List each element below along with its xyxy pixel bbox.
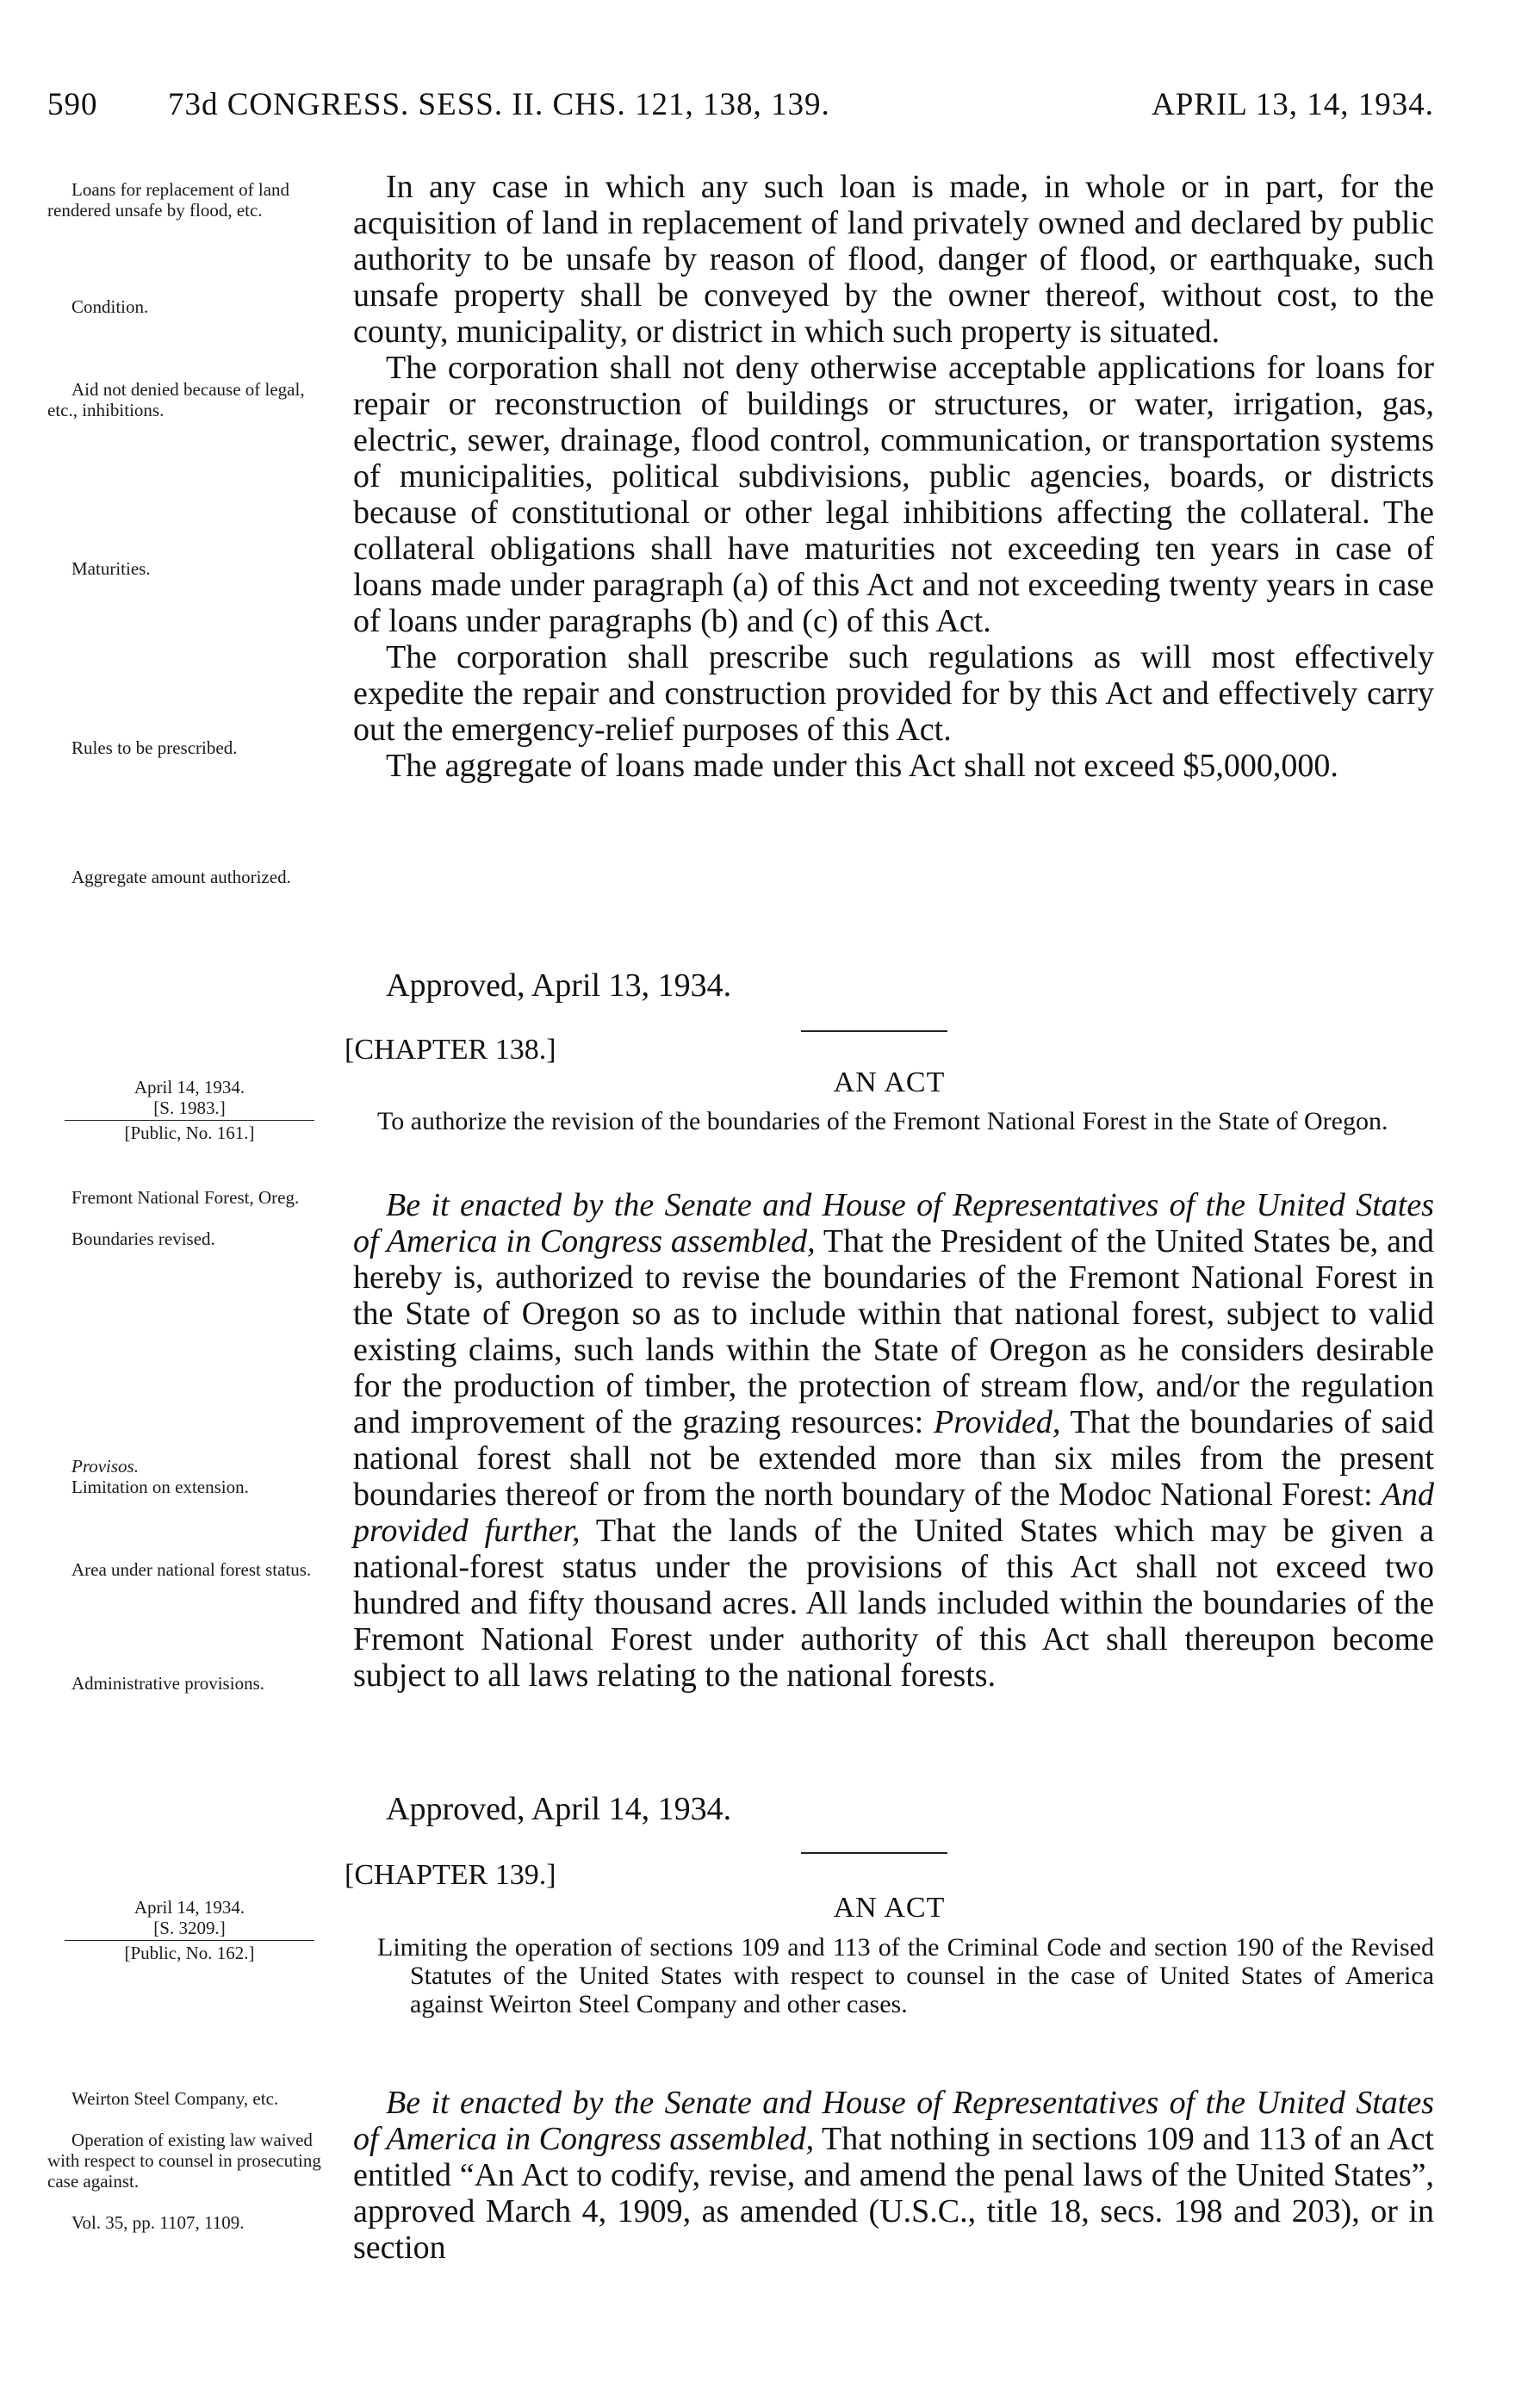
ch138-provided: Provided, <box>933 1404 1061 1440</box>
margin-note-aggregate: Aggregate amount authorized. <box>71 867 291 887</box>
ch138-title: To authorize the revision of the boundaries of the Fremont National Forest in the State of Oregon. <box>377 1107 1388 1135</box>
ch138-provided-further: And provided further, <box>353 1477 1434 1549</box>
margin-note-condition: Condition. <box>71 296 149 317</box>
ch139-bill: [S. 3209.] <box>153 1918 226 1938</box>
margin-note-area: Area under national forest status. <box>71 1559 312 1580</box>
ch138-text-2: That the boundaries of said national forest shall not be extended more than six miles from the present boundaries thereof or from the north boundary of the Modoc National Forest: <box>353 1404 1434 1513</box>
para-aggregate: The aggregate of loans made under this Act shall not exceed $5,000,000. <box>386 748 1338 784</box>
section-divider <box>801 1030 947 1032</box>
ch139-title: Limiting the operation of sections 109 and 113 of the Criminal Code and section 190 of the Revised Statutes of the United States with respect to counsel in the case of United States of America against Weirton Steel Company and other cases. <box>377 1933 1434 2018</box>
header-date: APRIL 13, 14, 1934. <box>1151 87 1434 122</box>
margin-note-provisos: Provisos. <box>71 1456 139 1477</box>
margin-note-administrative: Administrative provisions. <box>71 1673 264 1694</box>
ch138-title-block <box>377 1107 1434 1135</box>
margin-note-boundaries: Boundaries revised. <box>71 1228 215 1249</box>
section-divider <box>801 1852 947 1854</box>
ch138-body <box>353 1187 1434 1694</box>
chapter-138-heading: [CHAPTER 138.] <box>345 1034 556 1066</box>
ch139-enacting-clause: Be it enacted by the Senate and House of Representatives of the United States of America in Congress assembled, <box>353 2085 1434 2157</box>
para-aid-not-denied: The corporation shall not deny otherwise acceptable applications for loans for repair or reconstruction of buildings or structures, or water, irrigation, gas, electric, sewer, drainage, flood control, communication, or transportation systems of municipalities, political subdivisions, public agencies, boards, or districts because of constitutional or other legal inhibitions affecting the collateral. The collateral obligations shall have maturities not exceeding ten years in case of loans made under paragraph (a) of this Act and not exceeding twenty years in case of loans under paragraphs (b) and (c) of this Act. <box>353 350 1434 639</box>
margin-note-loans-replacement: Loans for replacement of land rendered unsafe by flood, etc. <box>47 179 290 221</box>
ch138-public-law: [Public, No. 161.] <box>124 1122 255 1143</box>
margin-note-vol: Vol. 35, pp. 1107, 1109. <box>71 2212 245 2233</box>
citation-rule <box>65 1120 314 1121</box>
ch138-date: April 14, 1934. <box>134 1077 245 1098</box>
ch138-text-3: That the lands of the United States which may be given a national-forest status under the provisions of this Act shall not exceed two hundred and fifty thousand acres. All lands included within the boundaries of the Fremont National Forest under authority of this Act shall thereupon become subject to all laws relating to the national forests. <box>353 1513 1434 1694</box>
margin-note-aid-not-denied: Aid not denied because of legal, etc., inhibitions. <box>47 379 305 420</box>
ch138-citation <box>47 1077 332 1143</box>
citation-rule <box>65 1940 314 1941</box>
ch121-body <box>353 169 1434 784</box>
chapter-139-heading: [CHAPTER 139.] <box>345 1859 556 1891</box>
ch138-an-act: AN ACT <box>833 1066 946 1098</box>
margin-note-weirton: Weirton Steel Company, etc. <box>71 2088 279 2109</box>
ch139-title-block <box>377 1933 1434 2018</box>
session-heading: 73d CONGRESS. SESS. II. CHS. 121, 138, 139. <box>168 87 830 122</box>
margin-note-operation: Operation of existing law waived with respect to counsel in prosecuting case against. <box>47 2130 321 2192</box>
para-loans-replacement: In any case in which any such loan is made, in whole or in part, for the acquisition of land in replacement of land privately owned and declared by public authority to be unsafe by reason of flood, danger of flood, or earthquake, such unsafe property shall be conveyed by the owner thereof, without cost, to the county, municipality, or district in which such property is situated. <box>353 169 1434 350</box>
ch139-citation <box>47 1897 332 1963</box>
ch139-text-1: That nothing in sections 109 and 113 of an Act entitled “An Act to codify, revise, and amend the penal laws of the United States”, approved March 4, 1909, as amended (U.S.C., title 18, secs. 198 and 203), or in section <box>353 2121 1434 2266</box>
ch138-enacting-clause: Be it enacted by the Senate and House of Representatives of the United States of America in Congress assembled, <box>353 1187 1434 1259</box>
approved-ch138: Approved, April 14, 1934. <box>386 1791 732 1827</box>
ch139-date: April 14, 1934. <box>134 1897 245 1918</box>
approved-ch121: Approved, April 13, 1934. <box>386 967 732 1004</box>
margin-note-rules: Rules to be prescribed. <box>71 737 238 758</box>
para-regulations: The corporation shall prescribe such regulations as will most effectively expedite the repair and construction provided for by this Act and effectively carry out the emergency-relief purposes of this Act. <box>353 639 1434 748</box>
ch139-enacting-paragraph <box>353 2085 1434 2266</box>
ch138-bill: [S. 1983.] <box>153 1098 226 1118</box>
ch138-text-1: That the President of the United States be, and hereby is, authorized to revise the boundaries of the Fremont National Forest in the State of Oregon so as to include within that national forest, subject to valid existing claims, such lands within the State of Oregon as he considers desirable for the production of timber, the protection of stream flow, and/or the regulation and improvement of the grazing resources: <box>353 1223 1434 1440</box>
ch139-body <box>353 2085 1434 2266</box>
ch138-enacting-paragraph <box>353 1187 1434 1694</box>
margin-note-maturities: Maturities. <box>71 558 151 579</box>
margin-note-fremont: Fremont National Forest, Oreg. <box>71 1187 300 1208</box>
margin-note-limitation: Limitation on extension. <box>71 1477 249 1497</box>
ch139-public-law: [Public, No. 162.] <box>124 1943 255 1963</box>
ch139-an-act: AN ACT <box>833 1892 946 1924</box>
page-number: 590 <box>47 87 98 122</box>
